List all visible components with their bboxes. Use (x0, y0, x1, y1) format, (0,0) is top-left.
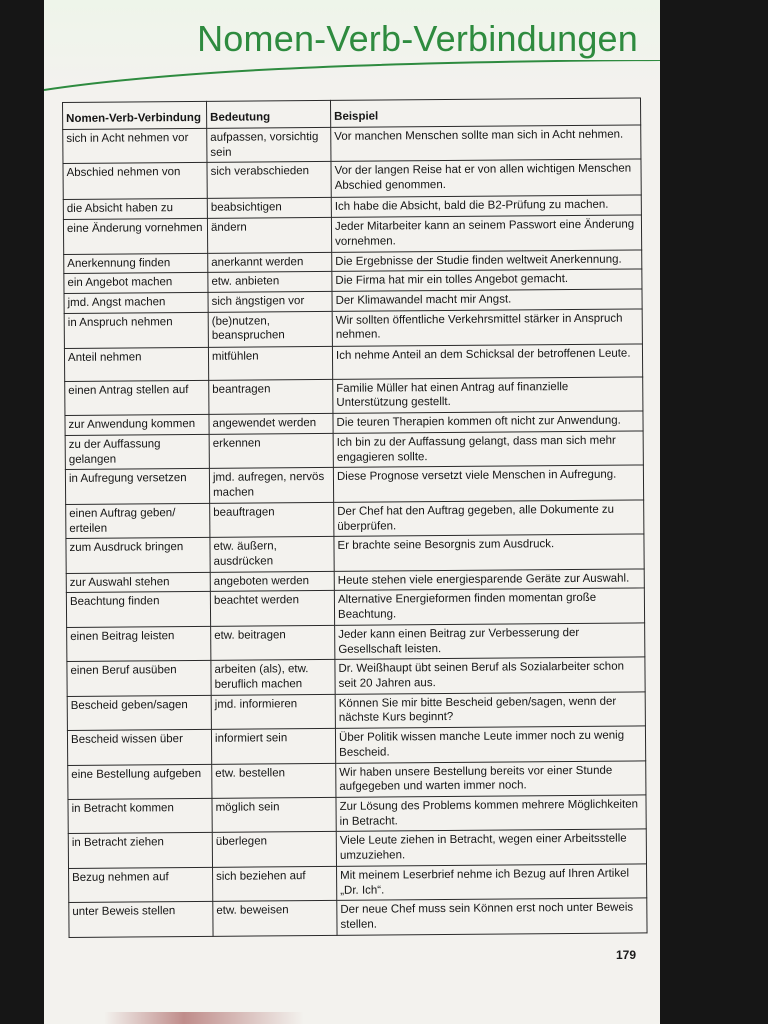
table-cell-bedeutung: beachtet werden (210, 591, 334, 626)
table-cell-verbindung: Bescheid wissen über (67, 729, 211, 765)
table-cell-verbindung: Beachtung finden (66, 592, 210, 628)
table-row (68, 829, 646, 868)
column-header-bedeutung: Bedeutung (206, 100, 330, 128)
page-title: Nomen-Verb-Verbindungen (197, 18, 638, 59)
table-cell-beispiel: Diese Prognose versetzt viele Menschen in Aufregung. (333, 465, 643, 502)
table-cell-verbindung: zur Auswahl stehen (66, 572, 210, 593)
book-page (44, 0, 660, 1024)
table-row (66, 534, 644, 573)
table-cell-beispiel: Der Chef hat den Auftrag gegeben, alle Dokumente zu überprüfen. (334, 500, 644, 537)
table-cell-verbindung: Bezug nehmen auf (69, 867, 213, 903)
table-cell-beispiel: Mit meinem Leserbrief nehme ich Bezug auf Ihren Artikel „Dr. Ich“. (337, 864, 647, 901)
table-cell-verbindung: in Betracht ziehen (68, 833, 212, 869)
table-cell-bedeutung: sich beziehen auf (213, 866, 337, 901)
table-cell-beispiel: Jeder Mitarbeiter kann an seinem Passwort eine Änderung vornehmen. (331, 215, 641, 252)
table-cell-beispiel: Die Firma hat mir ein tolles Angebot gemacht. (332, 269, 642, 291)
title-underline (44, 60, 660, 100)
table-cell-bedeutung: etw. beweisen (213, 901, 337, 936)
table-cell-beispiel: Familie Müller hat einen Antrag auf finanzielle Unterstützung gestellt. (333, 377, 643, 414)
table-cell-bedeutung: sich ängstigen vor (208, 291, 332, 312)
column-header-verbindung: Nomen-Verb-Verbindung (63, 101, 207, 129)
table-cell-beispiel: Ich habe die Absicht, bald die B2-Prüfung zu machen. (331, 195, 641, 217)
table-cell-beispiel: Die Ergebnisse der Studie finden weltweit Anerkennung. (332, 250, 642, 272)
table-row (69, 864, 647, 903)
table-cell-verbindung: einen Antrag stellen auf (65, 380, 209, 416)
table-cell-beispiel: Vor manchen Menschen sollte man sich in Acht nehmen. (331, 125, 641, 162)
table-cell-beispiel: Alternative Energieformen finden momentan große Beachtung. (334, 588, 644, 625)
table-cell-bedeutung: aufpassen, vorsichtig sein (207, 127, 331, 162)
vocabulary-table (62, 97, 648, 937)
column-header-beispiel: Beispiel (330, 98, 640, 127)
table-cell-bedeutung: jmd. aufregen, nervös machen (209, 468, 333, 503)
table-cell-verbindung: Anerkennung finden (64, 253, 208, 274)
table-cell-beispiel: Dr. Weißhaupt übt seinen Beruf als Sozialarbeiter schon seit 20 Jahren aus. (335, 657, 645, 694)
table-row (65, 431, 643, 470)
table-cell-verbindung: jmd. Angst machen (64, 292, 208, 313)
table-row (67, 692, 645, 731)
table-cell-beispiel: Wir sollten öffentliche Verkehrsmittel stärker in Anspruch nehmen. (332, 309, 642, 346)
table-cell-bedeutung: anerkannt werden (208, 252, 332, 273)
table-cell-verbindung: in Anspruch nehmen (64, 312, 208, 348)
table-cell-bedeutung: beauftragen (210, 502, 334, 537)
table-cell-beispiel: Ich bin zu der Auffassung gelangt, dass man sich mehr engagieren sollte. (333, 431, 643, 468)
table-cell-beispiel: Können Sie mir bitte Bescheid geben/sagen, wenn der nächste Kurs beginnt? (335, 692, 645, 729)
table-cell-bedeutung: ändern (207, 218, 331, 253)
table-cell-verbindung: einen Auftrag geben/ erteilen (66, 503, 210, 539)
table-cell-bedeutung: überlegen (212, 832, 336, 867)
table-cell-bedeutung: jmd. informieren (211, 694, 335, 729)
table-cell-beispiel: Ich nehme Anteil an dem Schicksal der betroffenen Leute. (332, 344, 642, 379)
table-cell-verbindung: Bescheid geben/sagen (67, 695, 211, 731)
table-row (66, 500, 644, 539)
table-cell-beispiel: Er brachte seine Besorgnis zum Ausdruck. (334, 534, 644, 571)
table-cell-bedeutung: informiert sein (211, 728, 335, 763)
table-cell-verbindung: Anteil nehmen (64, 347, 208, 381)
table-cell-verbindung: zur Anwendung kommen (65, 415, 209, 436)
table-cell-verbindung: unter Beweis stellen (69, 902, 213, 938)
table-cell-verbindung: einen Beitrag leisten (67, 626, 211, 662)
table-cell-bedeutung: angeboten werden (210, 571, 334, 592)
table-row (65, 377, 643, 416)
table-cell-verbindung: zum Ausdruck bringen (66, 538, 210, 574)
table-cell-verbindung: eine Änderung vornehmen (63, 219, 207, 255)
table-cell-bedeutung: mitfühlen (208, 346, 332, 380)
table-cell-beispiel: Heute stehen viele energiesparende Geräte zur Auswahl. (334, 569, 644, 591)
table-cell-bedeutung: etw. bestellen (212, 763, 336, 798)
table-cell-bedeutung: möglich sein (212, 797, 336, 832)
table-row (64, 344, 642, 382)
table-cell-bedeutung: etw. äußern, ausdrücken (210, 537, 334, 572)
table-body (63, 125, 647, 937)
page-edge-shadow (104, 1012, 304, 1024)
table-cell-beispiel: Der Klimawandel macht mir Angst. (332, 289, 642, 311)
table-cell-beispiel: Der neue Chef muss sein Können erst noch unter Beweis stellen. (337, 898, 647, 935)
table-cell-beispiel: Wir haben unsere Bestellung bereits vor einer Stunde aufgegeben und warten immer noch. (336, 760, 646, 797)
table-row (68, 795, 646, 834)
table-cell-verbindung: sich in Acht nehmen vor (63, 128, 207, 164)
table-row (67, 657, 645, 696)
table-cell-beispiel: Die teuren Therapien kommen oft nicht zur Anwendung. (333, 411, 643, 433)
table-cell-beispiel: Jeder kann einen Beitrag zur Verbesserung der Gesellschaft leisten. (335, 623, 645, 660)
table-cell-bedeutung: angewendet werden (209, 414, 333, 435)
table-cell-bedeutung: erkennen (209, 433, 333, 468)
table-row (67, 623, 645, 662)
table-cell-bedeutung: beantragen (209, 379, 333, 414)
table-cell-verbindung: zu der Auffassung gelangen (65, 434, 209, 470)
table-cell-beispiel: Über Politik wissen manche Leute immer noch zu wenig Bescheid. (335, 726, 645, 763)
table-cell-verbindung: ein Angebot machen (64, 273, 208, 294)
table-cell-bedeutung: arbeiten (als), etw. beruflich machen (211, 660, 335, 695)
page-number: 179 (615, 948, 636, 962)
table-row (66, 588, 644, 627)
table-cell-verbindung: in Aufregung versetzen (65, 469, 209, 505)
table-cell-bedeutung: sich verabschieden (207, 162, 331, 199)
table-cell-bedeutung: (be)nutzen, beanspruchen (208, 311, 332, 347)
table-cell-beispiel: Vor der langen Reise hat er von allen wichtigen Menschen Abschied genommen. (331, 159, 641, 197)
table-cell-bedeutung: etw. anbieten (208, 272, 332, 293)
table-row (63, 125, 641, 164)
table-row (69, 898, 647, 937)
table-cell-beispiel: Zur Lösung des Problems kommen mehrere Möglichkeiten in Betracht. (336, 795, 646, 832)
table-cell-verbindung: eine Bestellung aufgeben (68, 764, 212, 800)
table-cell-verbindung: in Betracht kommen (68, 798, 212, 834)
table-row (67, 726, 645, 765)
table-cell-verbindung: die Absicht haben zu (63, 199, 207, 220)
table-cell-bedeutung: beabsichtigen (207, 198, 331, 219)
table-cell-verbindung: einen Beruf ausüben (67, 661, 211, 697)
table-cell-beispiel: Viele Leute ziehen in Betracht, wegen einer Arbeitsstelle umzuziehen. (336, 829, 646, 866)
table-cell-verbindung: Abschied nehmen von (63, 163, 207, 200)
table-cell-bedeutung: etw. beitragen (211, 625, 335, 660)
table-row (63, 159, 641, 200)
table-row (68, 760, 646, 799)
table-row (64, 309, 642, 349)
table-row (65, 465, 643, 504)
table-row (63, 215, 641, 254)
